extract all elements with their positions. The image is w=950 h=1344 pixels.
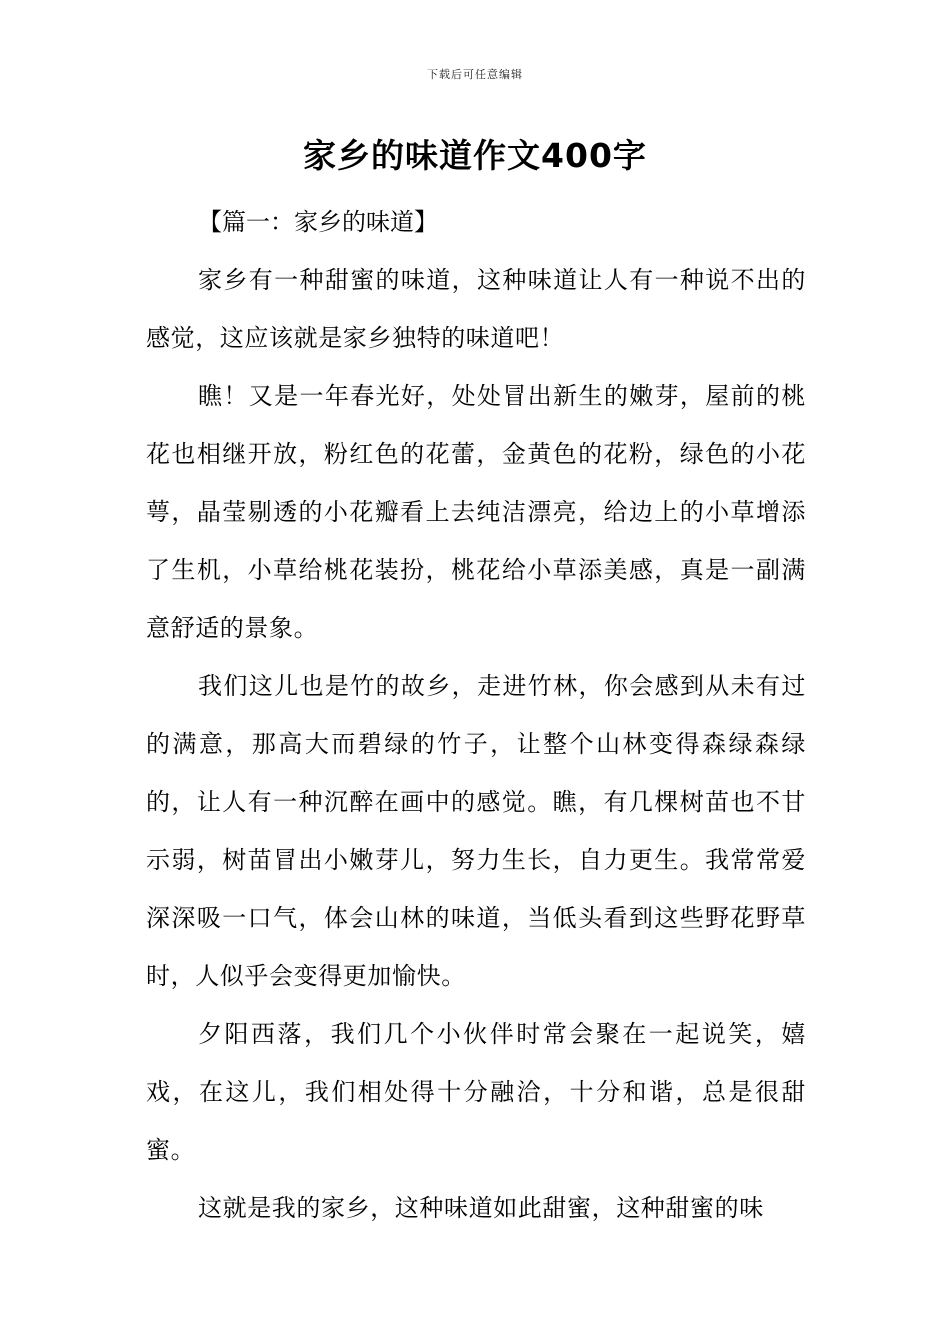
document-body (146, 193, 806, 1237)
paragraph-5: 这就是我的家乡，这种味道如此甜蜜，这种甜蜜的味 (198, 1194, 764, 1222)
section-heading: 【篇一：家乡的味道】 (198, 208, 438, 236)
header-note: 下载后可任意编辑 (427, 68, 523, 81)
paragraph-1: 家乡有一种甜蜜的味道，这种味道让人有一种说不出的感觉，这应该就是家乡独特的味道吧！ (146, 266, 806, 352)
paragraph-3: 我们这儿也是竹的故乡，走进竹林，你会感到从未有过的满意，那高大而碧绿的竹子，让整个山林变得森绿森绿的，让人有一种沉醉在画中的感觉。瞧，有几棵树苗也不甘示弱，树苗冒出小嫩芽儿，努力生长，自力更生。我常常爱深深吸一口气，体会山林的味道，当低头看到这些野花野草时，人似乎会变得更加愉快。 (146, 672, 806, 990)
page-title: 家乡的味道作文400字 (303, 136, 647, 175)
paragraph-4: 夕阳西落，我们几个小伙伴时常会聚在一起说笑，嬉戏，在这儿，我们相处得十分融洽，十分和谐，总是很甜蜜。 (146, 1020, 806, 1164)
paragraph-2: 瞧！又是一年春光好，处处冒出新生的嫩芽，屋前的桃花也相继开放，粉红色的花蕾，金黄色的花粉，绿色的小花萼，晶莹剔透的小花瓣看上去纯洁漂亮，给边上的小草增添了生机，小草给桃花装扮，桃花给小草添美感，真是一副满意舒适的景象。 (146, 382, 806, 642)
